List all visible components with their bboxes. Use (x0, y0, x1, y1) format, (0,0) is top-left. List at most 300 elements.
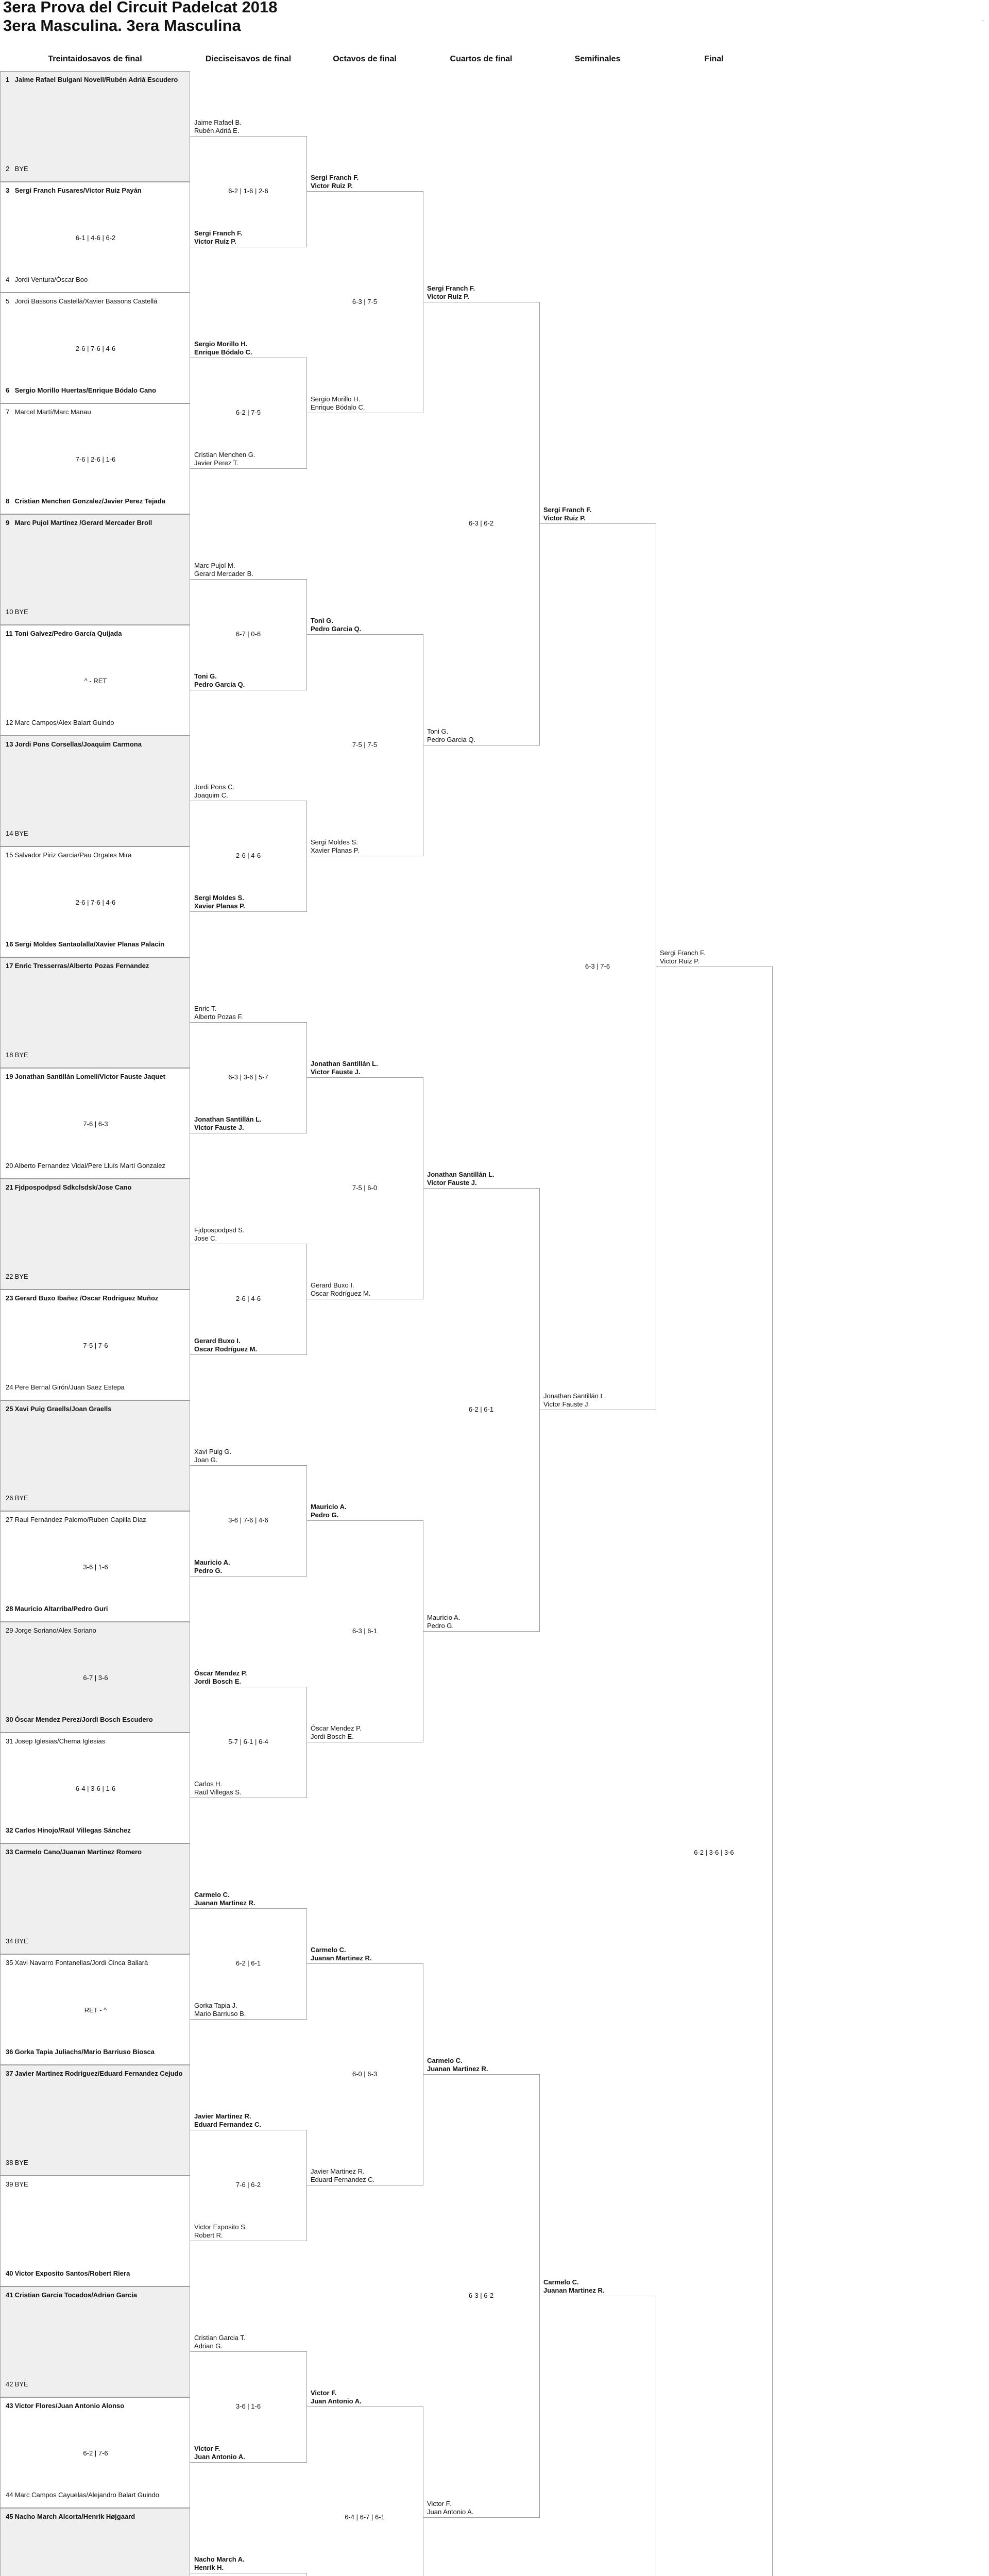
team-bottom (2, 719, 114, 727)
player-name: Victor F. (194, 2445, 245, 2453)
bracket-line (190, 1354, 306, 1355)
player-name: Mario Barriuso B. (194, 2010, 246, 2018)
player-name: Joan G. (194, 1456, 231, 1464)
team-name: BYE (13, 1273, 28, 1280)
player-name: Eduard Fernandez C. (311, 2176, 374, 2184)
bracket-line (423, 1188, 539, 1189)
team-bottom (2, 386, 156, 395)
bracket-line (306, 191, 423, 192)
match-score: 6-2 | 6-1 (423, 1405, 539, 1414)
seed-number: 35 (2, 1959, 13, 1967)
player-name: Joaquim C. (194, 791, 234, 800)
player-name: Toni G. (311, 617, 361, 625)
team-name: Pere Bernal Girón/Juan Saez Estepa (13, 1383, 125, 1391)
seed-number: 10 (2, 608, 13, 616)
match-score: 6-3 | 7-6 (539, 962, 656, 971)
match-box (0, 1954, 190, 2065)
player-name: Sergi Franch F. (194, 229, 242, 238)
bracket-connector (772, 967, 773, 2576)
player-name: Raül Villegas S. (194, 1788, 242, 1797)
seed-number: 23 (2, 1294, 13, 1302)
entrant-top (194, 562, 253, 578)
team-name: Marcel Martí/Marc Manau (13, 408, 91, 416)
player-name: Sergi Franch F. (660, 949, 705, 957)
team-name: Victor Flores/Juan Antonio Alonso (13, 2402, 124, 2410)
match-score: 6-3 | 6-2 (423, 519, 539, 528)
team-top (2, 851, 131, 859)
entrant-bottom (194, 229, 242, 246)
entrant-top (427, 284, 475, 301)
column-header-semifinals: Semifinales (539, 55, 656, 64)
team-bottom (2, 497, 165, 505)
page-subtitle: 3era Masculina. 3era Masculina (3, 16, 241, 35)
team-name: Jordi Ventura/Óscar Boo (13, 276, 88, 283)
team-bottom (2, 829, 28, 838)
entrant-bottom (194, 672, 245, 689)
match-box (0, 625, 190, 736)
player-name: Jordi Bosch E. (194, 1677, 247, 1686)
bracket-line (306, 1963, 423, 1964)
entrant-top (311, 1946, 371, 1962)
seed-number: 14 (2, 829, 13, 838)
corner-mark: - (982, 16, 984, 24)
seed-number: 31 (2, 1737, 13, 1745)
entrant-top (194, 2112, 261, 2129)
player-name: Victor F. (311, 2389, 362, 2397)
match-score: 6-0 | 6-3 (306, 2070, 423, 2078)
entrant-top (194, 1448, 231, 1464)
seed-number: 39 (2, 2180, 13, 2189)
team-bottom (2, 2048, 155, 2056)
player-name: Victor Exposito S. (194, 2223, 247, 2231)
match-score: 6-3 | 6-2 (423, 2292, 539, 2300)
entrant-bottom (194, 451, 255, 467)
player-name: Juanan Martinez R. (194, 1899, 255, 1907)
bracket-line (190, 1908, 306, 1909)
player-name: Marc Pujol M. (194, 562, 253, 570)
entrant-top (311, 1503, 347, 1519)
team-top (2, 1959, 148, 1967)
seed-number: 38 (2, 2159, 13, 2167)
player-name: Fjdpospodpsd S. (194, 1226, 245, 1234)
player-name: Sergi Franch F. (427, 284, 475, 293)
entrant-top (311, 617, 361, 633)
seed-number: 37 (2, 2070, 13, 2078)
team-name: Salvador Piriz Garcia/Pau Orgales Mira (13, 851, 131, 859)
match-box (0, 182, 190, 293)
player-name: Juan Antonio A. (427, 2508, 473, 2516)
team-bottom (2, 2491, 159, 2499)
match-score: ^ - RET (1, 677, 191, 685)
match-score: 6-2 | 7-5 (190, 409, 306, 417)
entrant-top (660, 949, 705, 965)
player-name: Jordi Bosch E. (311, 1733, 362, 1741)
player-name: Pedro G. (311, 1511, 347, 1519)
player-name: Victor Ruiz P. (194, 238, 242, 246)
team-name: Carlos Hinojo/Raül Villegas Sánchez (13, 1826, 131, 1834)
player-name: Mauricio A. (194, 1558, 230, 1567)
player-name: Carmelo C. (543, 2278, 604, 2286)
bracket-line (190, 136, 306, 137)
player-name: Gerard Mercader B. (194, 570, 253, 578)
player-name: Juanan Martinez R. (543, 2286, 604, 2295)
match-box (0, 2065, 190, 2176)
player-name: Gerard Buxo I. (311, 1281, 370, 1290)
team-name: BYE (13, 829, 28, 837)
entrant-top (194, 1005, 243, 1021)
seed-number: 44 (2, 2491, 13, 2499)
match-score: RET - ^ (1, 2006, 191, 2014)
entrant-bottom (543, 1392, 606, 1409)
player-name: Victor F. (427, 2500, 473, 2508)
entrant-top (194, 2555, 245, 2572)
entrant-bottom (311, 838, 359, 855)
match-score: 2-6 | 4-6 (190, 852, 306, 860)
player-name: Carmelo C. (311, 1946, 371, 1954)
team-top (2, 1737, 105, 1745)
team-name: BYE (13, 1937, 28, 1945)
player-name: Robert R. (194, 2231, 247, 2240)
seed-number: 22 (2, 1273, 13, 1281)
match-score: 7-6 | 6-3 (1, 1120, 191, 1128)
match-score: 7-5 | 7-5 (306, 741, 423, 749)
seed-number: 40 (2, 2269, 13, 2278)
match-box (0, 1511, 190, 1622)
player-name: Xavier Planas P. (194, 902, 245, 910)
team-top (2, 187, 142, 195)
entrant-bottom (311, 2167, 374, 2184)
match-box (0, 1400, 190, 1511)
team-name: Jonathan Santillán Lomeli/Victor Fauste Jaquet (13, 1073, 165, 1080)
match-score: 2-6 | 7-6 | 4-6 (1, 899, 191, 907)
team-bottom (2, 2380, 28, 2388)
player-name: Victor Fauste J. (427, 1179, 494, 1187)
player-name: Victor Ruiz P. (660, 957, 705, 965)
match-score: 6-2 | 1-6 | 2-6 (190, 187, 306, 195)
player-name: Eduard Fernandez C. (194, 2121, 261, 2129)
seed-number: 2 (2, 165, 13, 173)
bracket-line (306, 634, 423, 635)
match-score: 7-6 | 6-2 (190, 2181, 306, 2189)
player-name: Cristian Garcia T. (194, 2334, 245, 2342)
team-name: Marc Campos/Alex Balart Guindo (13, 719, 114, 726)
seed-number: 34 (2, 1937, 13, 1945)
team-name: BYE (13, 1051, 28, 1059)
player-name: Sergi Franch F. (311, 174, 359, 182)
match-box (0, 1179, 190, 1290)
bracket-line (190, 2019, 306, 2020)
match-score: 3-6 | 1-6 (1, 1563, 191, 1571)
match-box (0, 1622, 190, 1733)
player-name: Enric T. (194, 1005, 243, 1013)
team-name: Xavi Navarro Fontanellas/Jordi Cinca Ballarà (13, 1959, 148, 1967)
player-name: Mauricio A. (427, 1614, 460, 1622)
team-bottom (2, 1383, 125, 1392)
team-name: Fjdpospodpsd Sdkclsdsk/Jose Cano (13, 1183, 131, 1191)
team-bottom (2, 165, 28, 173)
entrant-top (311, 1060, 378, 1076)
team-bottom (2, 1494, 28, 1502)
entrant-bottom (194, 1115, 262, 1132)
team-name: Óscar Mendez Perez/Jordi Bosch Escudero (13, 1716, 153, 1723)
bracket-line (190, 1465, 306, 1466)
player-name: Gorka Tapia J. (194, 2002, 246, 2010)
seed-number: 25 (2, 1405, 13, 1413)
team-top (2, 962, 149, 970)
team-name: Gerard Buxo Ibañez /Oscar Rodriguez Muñoz (13, 1294, 158, 1302)
match-box (0, 1733, 190, 1843)
match-score: 6-4 | 6-7 | 6-1 (306, 2513, 423, 2521)
player-name: Xavi Puig G. (194, 1448, 231, 1456)
bracket-line (190, 579, 306, 580)
player-name: Pedro G. (427, 1622, 460, 1630)
entrant-top (311, 2389, 362, 2405)
player-name: Sergi Franch F. (543, 506, 591, 514)
player-name: Jose C. (194, 1234, 245, 1243)
entrant-bottom (194, 2002, 246, 2018)
column-header-final: Final (656, 55, 772, 64)
player-name: Sergio Morillo H. (194, 340, 252, 348)
team-name: Xavi Puig Graells/Joan Graells (13, 1405, 111, 1413)
match-score: 6-3 | 6-1 (306, 1627, 423, 1635)
bracket-line (306, 2406, 423, 2407)
entrant-bottom (311, 395, 365, 412)
team-name: Enric Tresserras/Alberto Pozas Fernandez (13, 962, 149, 970)
team-name: Cristian Garcia Tocados/Adrian Garcia (13, 2291, 137, 2299)
bracket-line (306, 1077, 423, 1078)
team-name: BYE (13, 165, 28, 173)
match-box (0, 2397, 190, 2508)
match-box (0, 1290, 190, 1400)
match-box (0, 736, 190, 846)
player-name: Rubén Adriá E. (194, 127, 242, 135)
player-name: Enrique Bódalo C. (311, 403, 365, 412)
player-name: Carlos H. (194, 1780, 242, 1788)
match-score: 7-5 | 7-6 (1, 1342, 191, 1350)
entrant-bottom (311, 1724, 362, 1741)
player-name: Jonathan Santillán L. (543, 1392, 606, 1400)
player-name: Henrik H. (194, 2564, 245, 2572)
team-top (2, 76, 178, 84)
team-bottom (2, 1716, 153, 1724)
entrant-top (194, 783, 234, 800)
match-box (0, 2508, 190, 2576)
column-header-round-of-64: Treintaidosavos de final (0, 55, 190, 64)
entrant-bottom (194, 2445, 245, 2461)
seed-number: 11 (2, 630, 13, 638)
player-name: Juanan Martinez R. (311, 1954, 371, 1962)
team-name: Gorka Tapia Juliachs/Mario Barriuso Biosca (13, 2048, 155, 2056)
player-name: Javier Martinez R. (194, 2112, 261, 2121)
seed-number: 24 (2, 1383, 13, 1392)
match-score: 2-6 | 7-6 | 4-6 (1, 345, 191, 353)
team-name: Nacho March Alcorta/Henrik Højgaard (13, 2513, 135, 2520)
player-name: Gerard Buxo I. (194, 1337, 257, 1345)
bracket-line (539, 523, 656, 524)
bracket-line (423, 2517, 539, 2518)
team-bottom (2, 2269, 130, 2278)
team-name: BYE (13, 1494, 28, 1502)
entrant-top (427, 1171, 494, 1187)
bracket-line (190, 1576, 306, 1577)
player-name: Cristian Menchen G. (194, 451, 255, 459)
match-box (0, 1843, 190, 1954)
player-name: Pedro Garcia Q. (311, 625, 361, 633)
team-name: Carmelo Cano/Juanan Martinez Romero (13, 1848, 142, 1856)
player-name: Jaime Rafael B. (194, 118, 242, 127)
match-score: 6-7 | 3-6 (1, 1674, 191, 1682)
entrant-bottom (427, 727, 475, 744)
team-name: Sergi Moldes Santaolalla/Xavier Planas Palacin (13, 940, 164, 948)
team-name: Raul Fernández Palomo/Ruben Capilla Diaz (13, 1516, 146, 1523)
entrant-bottom (194, 2223, 247, 2240)
player-name: Oscar Rodríguez M. (194, 1345, 257, 1353)
seed-number: 20 (2, 1162, 13, 1170)
team-bottom (2, 1937, 28, 1945)
team-bottom (2, 1826, 131, 1835)
match-score: 6-1 | 4-6 | 6-2 (1, 234, 191, 242)
seed-number: 32 (2, 1826, 13, 1835)
column-header-round-of-16: Octavos de final (306, 55, 423, 64)
page-title: 3era Prova del Circuit Padelcat 2018 (3, 0, 277, 16)
team-bottom (2, 1051, 28, 1059)
bracket-line (190, 2462, 306, 2463)
player-name: Alberto Pozas F. (194, 1013, 243, 1021)
bracket-line (190, 468, 306, 469)
seed-number: 15 (2, 851, 13, 859)
bracket-line (190, 911, 306, 912)
seed-number: 29 (2, 1626, 13, 1635)
team-top (2, 2180, 28, 2189)
player-name: Victor Ruiz P. (427, 293, 475, 301)
seed-number: 8 (2, 497, 13, 505)
player-name: Enrique Bódalo C. (194, 348, 252, 357)
seed-number: 13 (2, 740, 13, 749)
player-name: Óscar Mendez P. (311, 1724, 362, 1733)
seed-number: 3 (2, 187, 13, 195)
player-name: Sergio Morillo H. (311, 395, 365, 403)
seed-number: 6 (2, 386, 13, 395)
team-name: Marc Campos Cayuelas/Alejandro Balart Guindo (13, 2491, 159, 2499)
entrant-top (194, 2334, 245, 2350)
team-bottom (2, 940, 164, 948)
team-name: BYE (13, 2380, 28, 2388)
player-name: Victor Ruiz P. (543, 514, 591, 522)
team-bottom (2, 276, 88, 284)
seed-number: 42 (2, 2380, 13, 2388)
player-name: Sergi Moldes S. (194, 894, 245, 902)
team-top (2, 408, 91, 416)
bracket-line (190, 2351, 306, 2352)
team-bottom (2, 1162, 165, 1170)
bracket-connector (306, 2573, 307, 2576)
team-name: Jordi Bassons Castellá/Xavier Bassons Castellá (13, 297, 157, 305)
player-name: Victor Fauste J. (311, 1068, 378, 1076)
team-top (2, 1183, 131, 1192)
seed-number: 16 (2, 940, 13, 948)
player-name: Carmelo C. (194, 1891, 255, 1899)
seed-number: 27 (2, 1516, 13, 1524)
entrant-top (194, 1669, 247, 1686)
entrant-top (194, 1226, 245, 1243)
seed-number: 17 (2, 962, 13, 970)
match-score: 6-3 | 7-5 (306, 298, 423, 306)
entrant-top (543, 506, 591, 522)
bracket-line (190, 1022, 306, 1023)
player-name: Óscar Mendez P. (194, 1669, 247, 1677)
seed-number: 21 (2, 1183, 13, 1192)
seed-number: 7 (2, 408, 13, 416)
entrant-top (311, 174, 359, 190)
player-name: Juan Antonio A. (311, 2397, 362, 2405)
player-name: Victor Fauste J. (194, 1124, 262, 1132)
team-top (2, 2291, 137, 2299)
player-name: Carmelo C. (427, 2057, 488, 2065)
player-name: Oscar Rodríguez M. (311, 1290, 370, 1298)
player-name: Mauricio A. (311, 1503, 347, 1511)
player-name: Toni G. (427, 727, 475, 736)
team-name: Sergio Morillo Huertas/Enrique Bódalo Cano (13, 386, 156, 394)
team-top (2, 2402, 124, 2410)
team-name: Jordi Pons Corsellas/Joaquim Carmona (13, 740, 142, 748)
player-name: Juan Antonio A. (194, 2453, 245, 2461)
seed-number: 5 (2, 297, 13, 306)
match-score: 7-6 | 2-6 | 1-6 (1, 455, 191, 464)
match-box (0, 514, 190, 625)
seed-number: 19 (2, 1073, 13, 1081)
team-name: Toni Galvez/Pedro García Quijada (13, 630, 122, 637)
team-name: Marc Pujol Martínez /Gerard Mercader Broll (13, 519, 152, 527)
team-top (2, 1073, 165, 1081)
player-name: Javier Martinez R. (311, 2167, 374, 2176)
match-score: 6-7 | 0-6 (190, 630, 306, 638)
match-score: 6-2 | 7-6 (1, 2449, 191, 2458)
player-name: Jonathan Santillán L. (194, 1115, 262, 1124)
match-box (0, 957, 190, 1068)
bracket-line (306, 1520, 423, 1521)
match-score: 7-5 | 6-0 (306, 1184, 423, 1192)
column-header-quarterfinals: Cuartos de final (423, 55, 539, 64)
entrant-top (543, 2278, 604, 2295)
match-box (0, 1068, 190, 1179)
player-name: Juanan Martinez R. (427, 2065, 488, 2073)
team-name: BYE (13, 608, 28, 616)
team-top (2, 1294, 158, 1302)
entrant-top (194, 1891, 255, 1907)
team-top (2, 1626, 96, 1635)
match-score: 2-6 | 4-6 (190, 1295, 306, 1303)
match-score: 6-3 | 3-6 | 5-7 (190, 1073, 306, 1081)
seed-number: 9 (2, 519, 13, 527)
player-name: Pedro Garcia Q. (194, 681, 245, 689)
team-top (2, 297, 157, 306)
team-top (2, 1405, 111, 1413)
entrant-bottom (194, 1337, 257, 1353)
team-name: BYE (13, 2180, 28, 2188)
entrant-top (427, 2057, 488, 2073)
seed-number: 30 (2, 1716, 13, 1724)
team-name: BYE (13, 2159, 28, 2166)
entrant-top (194, 340, 252, 357)
team-name: Jorge Soriano/Alex Soriano (13, 1626, 96, 1634)
seed-number: 28 (2, 1605, 13, 1613)
match-box (0, 2176, 190, 2286)
bracket-line (423, 2074, 539, 2075)
player-name: Victor Fauste J. (543, 1400, 606, 1409)
team-name: Cristian Menchen Gonzalez/Javier Perez Tejada (13, 497, 165, 505)
seed-number: 45 (2, 2513, 13, 2521)
team-top (2, 1848, 142, 1856)
